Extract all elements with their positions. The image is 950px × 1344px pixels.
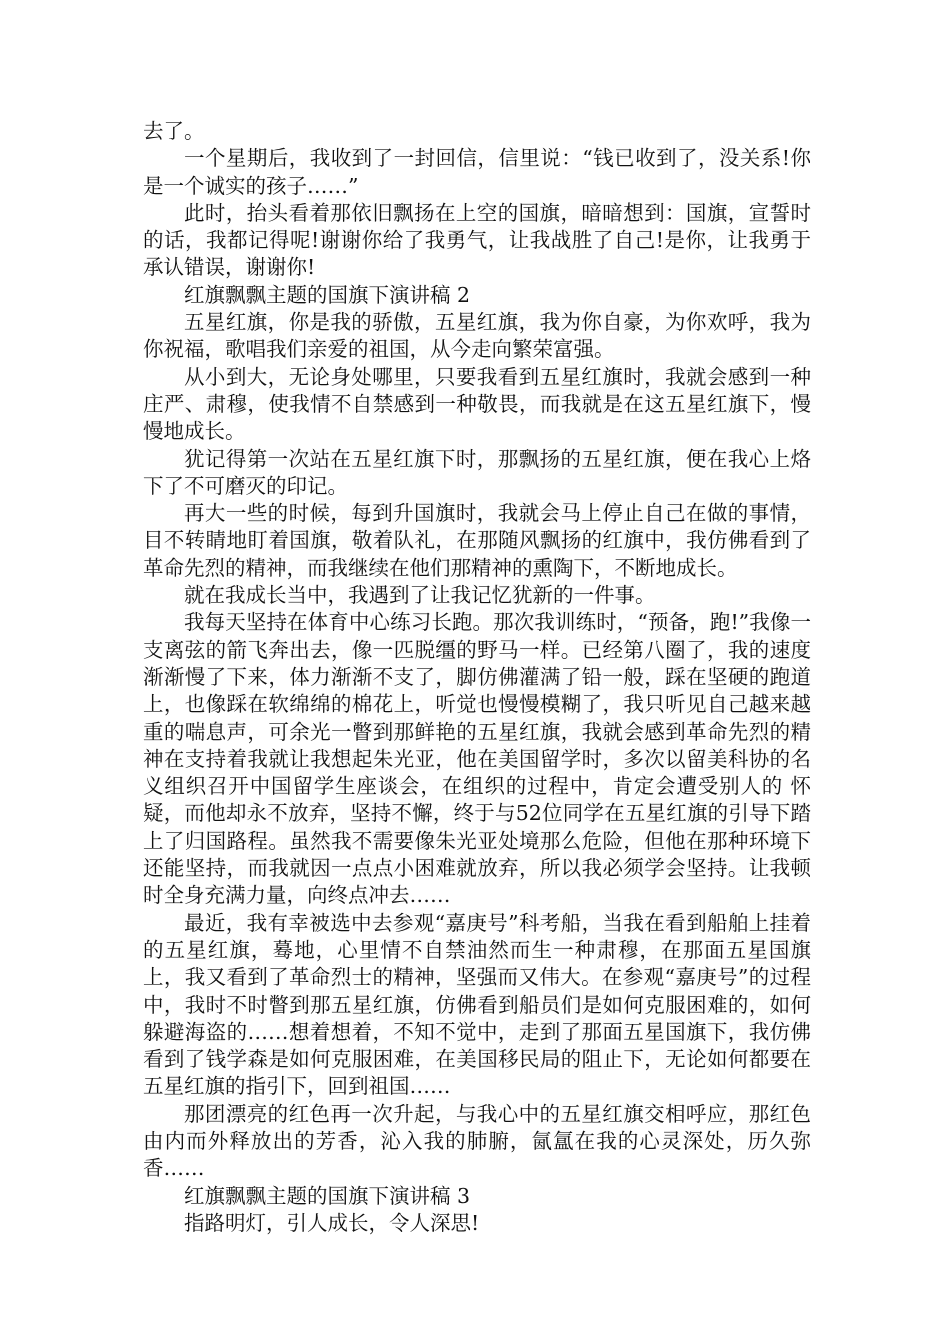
paragraph: 我每天坚持在体育中心练习长跑。那次我训练时，“预备，跑!”我像一支离弦的箭飞奔出去，像一匹脱缰的野马一样。已经第八圈了，我的速度渐渐慢了下来，体力渐渐不支了，脚仿佛灌满了铅一般，踩在坚硬的跑道上，也像踩在软绵绵的棉花上，听觉也慢慢模糊了，我只听见自己越来越重的喘息声，可余光一瞥到那鲜艳的五星红旗，我就会感到革命先烈的精神在支持着我就让我想起朱光亚，他在美国留学时，多次以留美科协的名义组织召开中国留学生座谈会，在组织的过程中，肯定会遭受别人的 怀疑，而他却永不放弃，坚持不懈，终于与52位同学在五星红旗的引导下踏上了归国路程。虽然我不需要像朱光亚处境那么危险，但他在那种环境下还能坚持，而我就因一点点小困难就放弃，所以我必须学会坚持。让我顿时全身充满力量，向终点冲去…… <box>143 610 811 908</box>
paragraph: 此时，抬头看着那依旧飘扬在上空的国旗，暗暗想到：国旗，宣誓时的话，我都记得呢!谢谢你给了我勇气，让我战胜了自己!是你，让我勇于承认错误，谢谢你! <box>143 200 811 280</box>
document-body <box>143 118 811 1237</box>
paragraph: 就在我成长当中，我遇到了让我记忆犹新的一件事。 <box>184 583 656 608</box>
paragraph: 最近，我有幸被选中去参观“嘉庚号”科考船，当我在看到船舶上挂着的五星红旗，蓦地，心里情不自禁油然而生一种肃穆，在那面五星国旗上，我又看到了革命烈士的精神，坚强而又伟大。在参观“嘉庚号”的过程中，我时不时瞥到那五星红旗，仿佛看到船员们是如何克服困难的，如何躲避海盗的……想着想着，不知不觉中，走到了那面五星国旗下，我仿佛看到了钱学森是如何克服困难，在美国移民局的阻止下，无论如何都要在五星红旗的指引下，回到祖国…… <box>143 910 811 1099</box>
paragraph: 指路明灯，引人成长，令人深思! <box>184 1210 480 1235</box>
paragraph: 那团漂亮的红色再一次升起，与我心中的五星红旗交相呼应，那红色由内而外释放出的芳香，沁入我的肺腑，氤氲在我的心灵深处，历久弥香…… <box>143 1101 811 1181</box>
paragraph: 再大一些的时候，每到升国旗时，我就会马上停止自己在做的事情，目不转睛地盯着国旗，敬着队礼，在那随风飘扬的红旗中，我仿佛看到了革命先烈的精神，而我继续在他们那精神的熏陶下，不断地成长。 <box>143 501 811 580</box>
paragraph: 五星红旗，你是我的骄傲，五星红旗，我为你自豪，为你欢呼，我为你祝福，歌唱我们亲爱的祖国，从今走向繁荣富强。 <box>143 310 811 362</box>
section-heading: 红旗飘飘主题的国旗下演讲稿 2 <box>184 282 471 307</box>
paragraph-continuation: 去了。 <box>143 119 205 143</box>
paragraph: 一个星期后，我收到了一封回信，信里说：“钱已收到了，没关系!你是一个诚实的孩子……” <box>143 146 811 198</box>
paragraph: 从小到大，无论身处哪里，只要我看到五星红旗时，我就会感到一种庄严、肃穆，使我情不自禁感到一种敬畏，而我就是在这五星红旗下，慢慢地成长。 <box>143 364 811 444</box>
paragraph: 犹记得第一次站在五星红旗下时，那飘扬的五星红旗，便在我心上烙下了不可磨灭的印记。 <box>143 446 811 498</box>
section-heading: 红旗飘飘主题的国旗下演讲稿 3 <box>184 1183 471 1208</box>
